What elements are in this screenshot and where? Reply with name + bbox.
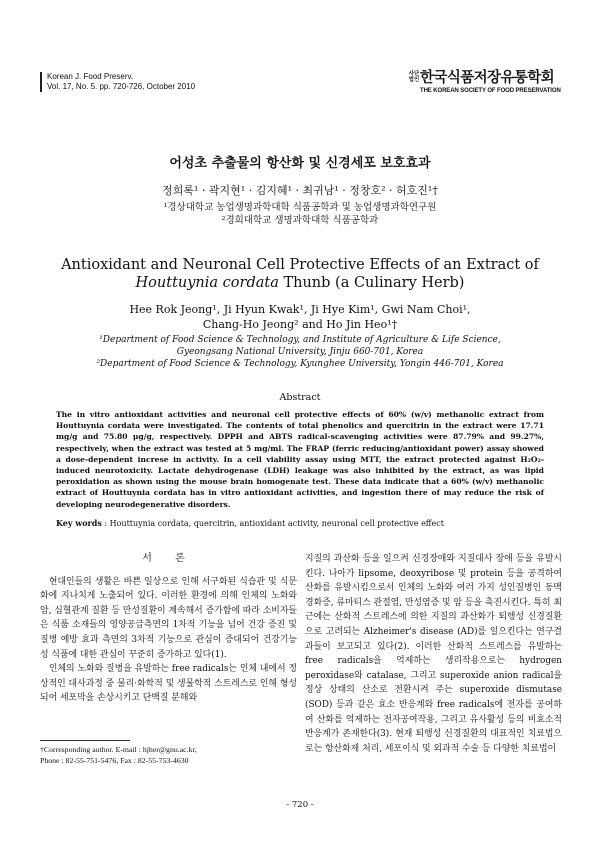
journal-volume: Vol. 17, No. 5. pp. 720-726, October 2010 bbox=[47, 82, 196, 91]
keywords-label: Key words bbox=[56, 518, 102, 528]
english-title bbox=[40, 256, 560, 292]
korean-authors: 정희록¹ · 곽지현¹ · 김지혜¹ · 최귀남¹ · 정창호² · 허호진¹† bbox=[162, 184, 438, 197]
journal-name: Korean J. Food Preserv. bbox=[47, 72, 134, 81]
footnote-phone: Phone : 82-55-751-5476, Fax : 82-55-753-4630 bbox=[40, 756, 189, 765]
journal-citation bbox=[40, 72, 195, 92]
english-authors-line1: Hee Rok Jeong¹, Ji Hyun Kwak¹, Ji Hye Kim¹, Gwi Nam Choi¹, bbox=[129, 303, 471, 316]
english-authors bbox=[40, 302, 560, 332]
right-column bbox=[305, 552, 562, 756]
keywords-list: : Houttuynia cordata, quercitrin, antioxidant activity, neuronal cell protective effect bbox=[101, 519, 444, 528]
intro-paragraph-1: 현대인들의 생활은 바쁜 일상으로 인해 서구화된 식습관 및 식문화에 지나치게 노출되어 있다. 이러한 환경에 의해 인체의 노화와 암, 심혈관계 질환 등 만성질환이 계속해서 증가함에 따라 소비자들은 식품 소재들의 영양공급측면의 1차적 기능을 넘어 건강 증진 및 질병 예방 효과 측면의 3차적 기능으로 관심이 증대되어 건강기능성 식품에 대한 관심이 꾸준히 증가하고 있다(1). bbox=[40, 576, 297, 660]
intro-paragraph-2: 인체의 노화와 질병을 유발하는 free radicals는 인체 내에서 정상적인 대사과정 중 물리·화학적 및 생물학적 스트레스로 인해 형성되어 세포막을 손상시키고 단백질 분해와 bbox=[40, 664, 297, 704]
page-number: - 720 - bbox=[286, 800, 314, 810]
footnote bbox=[40, 744, 197, 766]
english-authors-line2: Chang-Ho Jeong² and Ho Jin Heo¹† bbox=[202, 318, 398, 331]
intro-paragraph-3: 지질의 과산화 등을 일으켜 신경장애와 지질대사 장애 등을 유발시킨다. 나아가 lipsome, deoxyribose 및 protein 등을 공격하여 산화를 유발시킴으로서 인체의 노화와 여러 가지 성인질병인 동맥경화증, 류마티스 관절염, 만성염증 및 암 등을 촉진시킨다. 특히 최근에는 산화적 스트레스에 의한 지질의 과산화가 퇴행성 신경질환으로 고려되는 Alzheimer's disease (AD)를 일으킨다는 연구결과들이 보고되고 있다(2). 이러한 산화적 스트레스를 유발하는 free radicals을 억제하는 생리작용으로는 hydrogen peroxidase와 catalase, 그리고 superoxide anion radical을 정상 상태의 산소로 전환시켜 주는 superoxide dismutase (SOD) 등과 같은 효소 반응계와 free radicals에 전자를 공여하여 산화를 억제하는 전자공여작용, 그리고 유사활성 등의 비효소적 반응계가 존재한다(3). 현재 퇴행성 신경질환의 대표적인 치료법으로는 항산화제 처리, 세포이식 및 외과적 수술 등 다양한 치료법이 bbox=[305, 554, 562, 754]
abstract-body: The in vitro antioxidant activities and neuronal cell protective effects of 60% (w/v) methanolic extract from Houttuynia cordata were investigated. The contents of total phenolics and quercitrin in the extract were 17.71 mg/g and 75.80 μg/g, respectively. DPPH and ABTS radical-scavenging activities were 87.79% and 99.27%, respectively, when the extract was tested at 5 mg/ml. The FRAP (ferric reducing/antioxidant power) assay showed a dose-dependent increse in activity. In a cell viability assay using MTT, the extract protected against H₂O₂-induced neurotoxicity. Lactate dehydrogenase (LDH) leakage was also inhibited by the extract, as was lipid peroxidation as shown using the mouse brain homogenate test. These data indicate that a 60% (w/v) methanolic extract of Houttuynia cordata has in vitro antioxidant activities, and ingestion there of may reduce the risk of developing neurodegenerative disorders. bbox=[56, 410, 544, 509]
left-column bbox=[40, 552, 297, 706]
society-korean-name: 한국식품저장유통학회 bbox=[420, 70, 555, 86]
english-affiliations bbox=[40, 334, 560, 370]
korean-title: 어성초 추출물의 항산화 및 신경세포 보호효과 bbox=[169, 156, 431, 171]
society-logo bbox=[408, 66, 560, 94]
english-title-line1: Antioxidant and Neuronal Cell Protective Effects of an Extract of bbox=[61, 257, 539, 273]
society-english-name: THE KOREAN SOCIETY OF FOOD PRESERVATION bbox=[420, 88, 561, 94]
abstract-heading: Abstract bbox=[279, 392, 321, 403]
english-title-line2 bbox=[40, 274, 560, 292]
keywords bbox=[56, 518, 556, 528]
society-badge: 사단법인 bbox=[408, 70, 420, 83]
footnote-rule bbox=[40, 740, 130, 741]
footnote-email: †Corresponding author. E-mail : hjher@gnu.ac.kr, bbox=[40, 745, 197, 754]
species-name: Houttuynia cordata bbox=[135, 275, 279, 291]
english-affiliation-2: ²Department of Food Science & Technology, Kyunghee University, Yongin 446-701, Korea bbox=[96, 359, 504, 369]
english-title-rest: Thunb (a Culinary Herb) bbox=[278, 275, 465, 291]
korean-affiliation-1: ¹경상대학교 농업생명과학대학 식품공학과 및 농업생명과학연구원 bbox=[163, 202, 437, 213]
english-affiliation-1b: Gyeongsang National University, Jinju 660-701, Korea bbox=[176, 347, 424, 357]
section-title-introduction: 서 론 bbox=[142, 553, 195, 564]
korean-affiliation-2: ²경희대학교 생명과학대학 식품공학과 bbox=[221, 215, 379, 226]
english-affiliation-1a: ¹Department of Food Science & Technology, and Institute of Agriculture & Life Science, bbox=[99, 335, 501, 345]
